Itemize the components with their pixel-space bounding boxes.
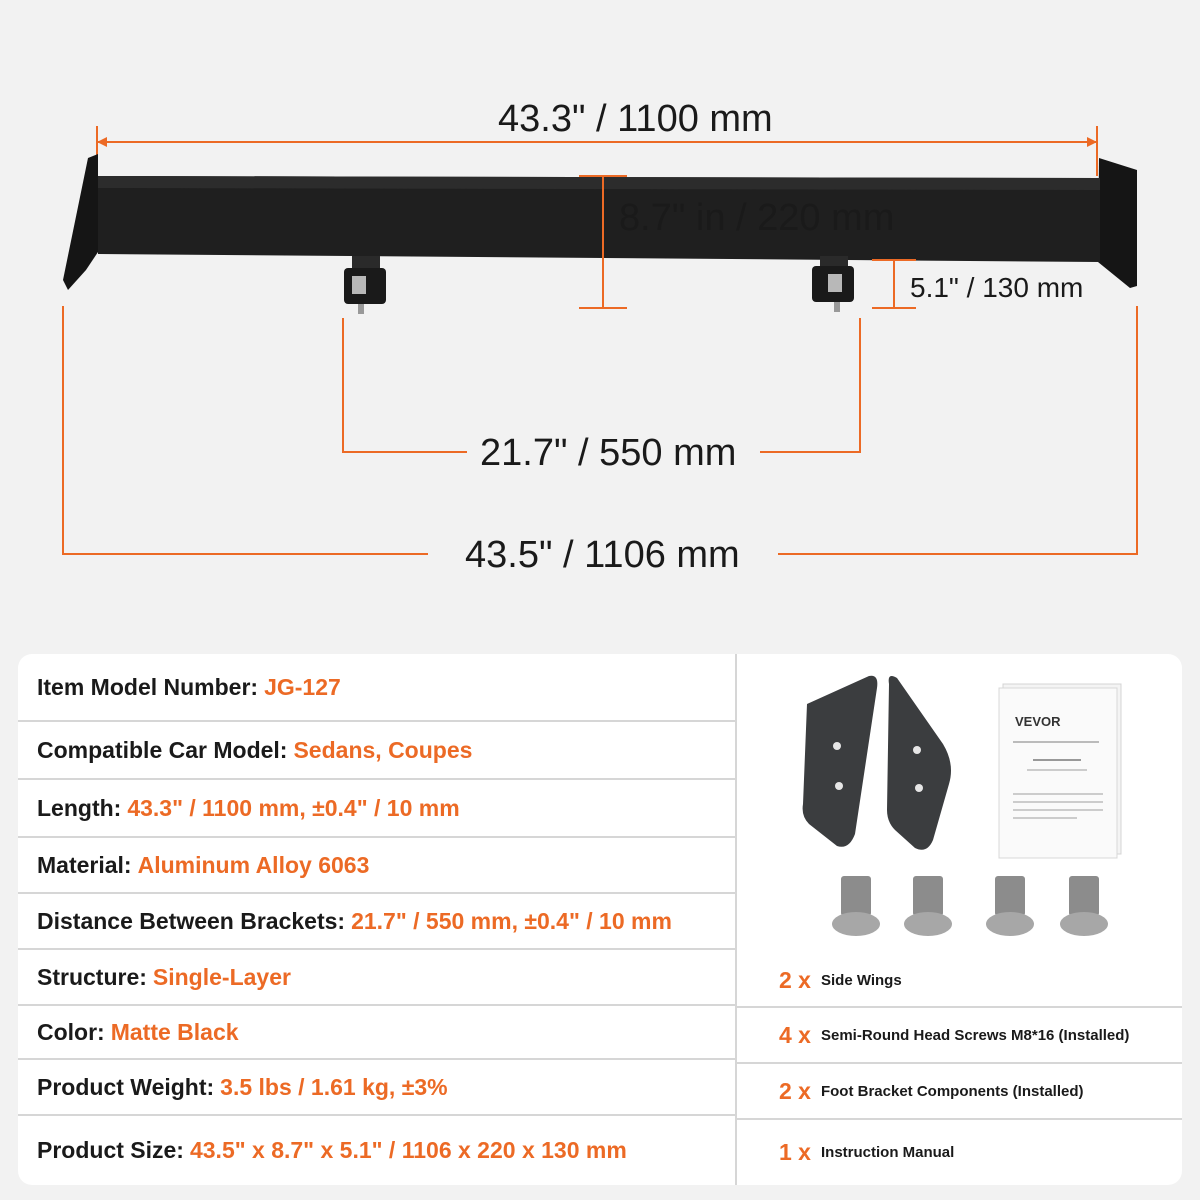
screw-icon [986, 876, 1034, 936]
part-name: Side Wings [820, 971, 902, 989]
bracket-height-label: 5.1" / 130 mm [910, 272, 1084, 303]
part-qty: 1 x [779, 1139, 811, 1165]
part-qty: 4 x [779, 1021, 811, 1048]
parts-drawing [737, 654, 1182, 954]
right-endplate [1098, 158, 1137, 288]
side-wing-icon [803, 676, 878, 847]
spec-value: 43.5" x 8.7" x 5.1" / 1106 x 220 x 130 mm [189, 1137, 627, 1163]
side-wing-icon [887, 676, 951, 850]
spec-label: Product Size: [37, 1137, 184, 1163]
spec-label: Item Model Number: [37, 673, 259, 700]
total-width-line [63, 306, 428, 554]
spec-label: Product Weight: [37, 1073, 215, 1100]
part-name: Foot Bracket Components (Installed) [820, 1082, 1084, 1100]
bracket-distance-line [343, 318, 467, 452]
part-name: Instruction Manual [820, 1144, 955, 1161]
part-name: Semi-Round Head Screws M8*16 (Installed) [820, 1026, 1130, 1044]
part-row [737, 1118, 1182, 1185]
screw-icon [1060, 876, 1108, 936]
left-bracket [344, 256, 386, 314]
spec-row [18, 1006, 735, 1060]
spec-value: 3.5 lbs / 1.61 kg, ±3% [220, 1073, 448, 1100]
spec-row [18, 780, 735, 838]
spec-label: Length: [37, 794, 122, 821]
spec-label: Compatible Car Model: [37, 736, 288, 763]
part-row [737, 1006, 1182, 1062]
right-bracket [812, 256, 854, 312]
spec-row [18, 722, 735, 780]
spec-value: 21.7" / 550 mm, ±0.4" / 10 mm [351, 907, 672, 934]
instruction-manual-icon [999, 684, 1121, 858]
spec-table [18, 654, 735, 1185]
spec-value: JG-127 [264, 673, 341, 700]
spec-value: Aluminum Alloy 6063 [137, 851, 370, 878]
part-row [737, 954, 1182, 1006]
spec-value: Single-Layer [152, 963, 291, 990]
manual-brand-logo: VEVOR [1015, 714, 1061, 729]
top-width-label: 43.3" / 1100 mm [498, 98, 773, 140]
spec-row [18, 1060, 735, 1116]
screw-icon [904, 876, 952, 936]
spec-row [18, 654, 735, 722]
spec-row [18, 894, 735, 950]
screw-icon [832, 876, 880, 936]
spec-label: Material: [37, 851, 132, 878]
spec-row [18, 950, 735, 1006]
spec-value: 43.3" / 1100 mm, ±0.4" / 10 mm [127, 794, 460, 821]
parts-illustration [737, 654, 1182, 954]
spec-label: Structure: [37, 963, 147, 990]
spec-row [18, 838, 735, 894]
part-qty: 2 x [779, 1077, 811, 1104]
bracket-distance-label: 21.7" / 550 mm [480, 432, 737, 474]
height-label: 8.7" in / 220 mm [619, 197, 895, 239]
spec-value: Matte Black [110, 1018, 239, 1045]
part-qty: 2 x [779, 966, 811, 993]
total-width-label: 43.5" / 1106 mm [465, 534, 740, 576]
spec-label: Distance Between Brackets: [37, 907, 346, 934]
left-endplate [63, 154, 98, 290]
spec-label: Color: [37, 1018, 105, 1045]
spec-panel [18, 654, 1182, 1185]
parts-list [737, 654, 1182, 1185]
spec-row [18, 1116, 735, 1185]
spec-value: Sedans, Coupes [293, 736, 473, 763]
part-row [737, 1062, 1182, 1118]
